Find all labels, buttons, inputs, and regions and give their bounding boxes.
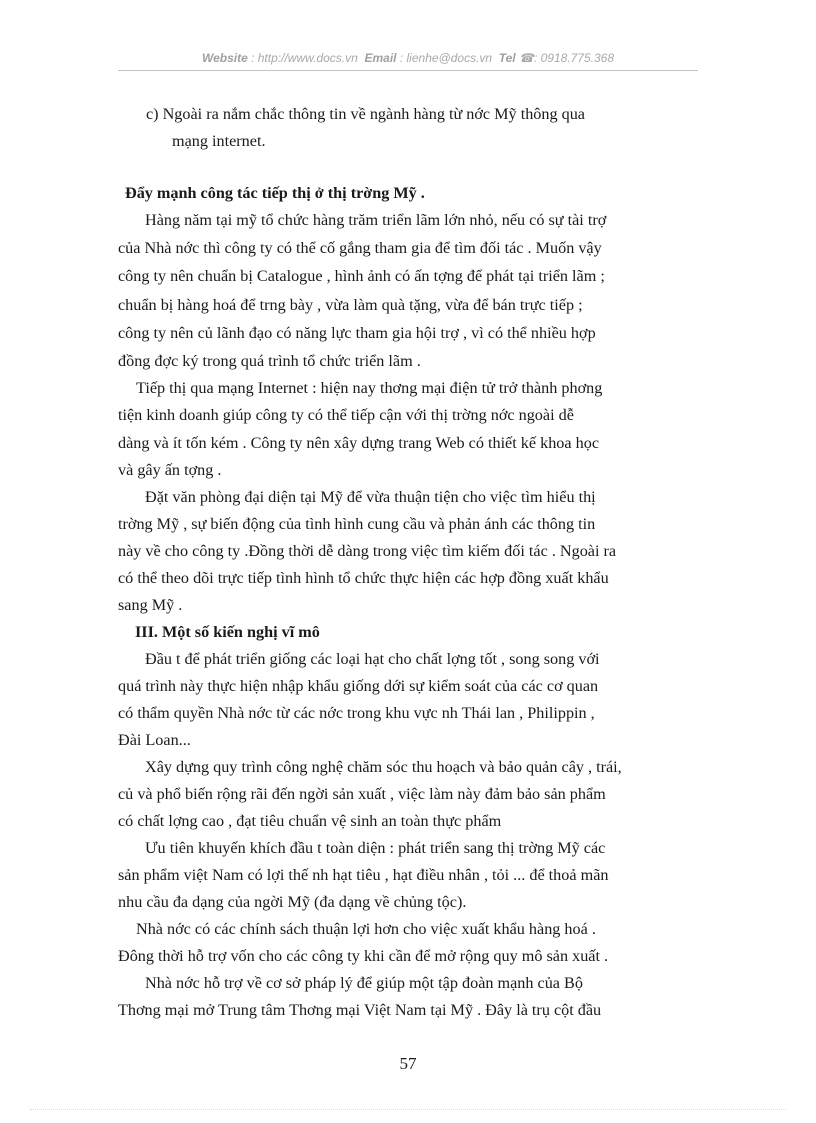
text-line: có thể theo dõi trực tiếp tình hình tổ chức thực hiện các hợp đồng xuất khẩu [118,569,609,587]
text-line: có thẩm quyền Nhà nớc từ các nớc trong khu vực nh Thái lan , Philippin , [118,704,595,722]
text-line: Đầu t để phát triển giống các loại hạt cho chất lợng tốt , song song với [145,650,600,668]
text-line: Thơng mại mở Trung tâm Thơng mại Việt Nam tại Mỹ . Đây là trụ cột đầu [118,1001,602,1019]
footer-divider [30,1109,786,1110]
text-line: Đặt văn phòng đại diện tại Mỹ để vừa thuận tiện cho việc tìm hiểu thị [145,488,596,506]
phone-icon: ☎ [519,51,534,65]
text-line: nhu cầu đa dạng của ngời Mỹ (đa dạng về chủng tộc). [118,893,467,911]
section-heading: III. Một số kiến nghị vĩ mô [135,623,320,641]
page-number: 57 [399,1054,417,1073]
text-line: có chất lợng cao , đạt tiêu chuẩn vệ sinh an toàn thực phẩm [118,812,502,830]
text-line: dàng và ít tốn kém . Công ty nên xây dựng trang Web có thiết kế khoa học [118,434,599,452]
text-line: quá trình này thực hiện nhập khẩu giống dới sự kiểm soát của các cơ quan [118,677,599,695]
website-label: Website [201,51,248,65]
text-line: Hàng năm tại mỹ tổ chức hàng trăm triển lãm lớn nhỏ, nếu có sự tài trợ [145,211,607,229]
email-value: : lienhe@docs.vn [399,51,493,65]
text-line: c) Ngoài ra nắm chắc thông tin về ngành hàng từ nớc Mỹ thông qua [146,105,585,123]
text-line: chuẩn bị hàng hoá để trng bày , vừa làm quà tặng, vừa để bán trực tiếp ; [118,296,583,314]
text-line: này về cho công ty .Đồng thời dễ dàng trong việc tìm kiếm đối tác . Ngoài ra [118,542,617,560]
section-heading: Đẩy mạnh công tác tiếp thị ở thị trờng Mỹ . [125,184,425,202]
text-line: Xây dựng quy trình công nghệ chăm sóc thu hoạch và bảo quản cây , trái, [145,758,622,776]
page-header [118,51,698,65]
text-line: Đông thời hỗ trợ vốn cho các công ty khi cần để mở rộng quy mô sản xuất . [118,947,609,965]
text-line: Nhà nớc có các chính sách thuận lợi hơn cho việc xuất khẩu hàng hoá . [136,920,596,938]
text-line: mạng internet. [172,132,266,150]
text-line: đồng đợc ký trong quá trình tổ chức triển lãm . [118,352,421,370]
text-line: trờng Mỹ , sự biến động của tình hình cung cầu và phản ánh các thông tin [118,515,596,533]
text-line: tiện kinh doanh giúp công ty có thể tiếp cận với thị trờng nớc ngoài dễ [118,406,574,424]
text-line: Đài Loan... [118,731,191,749]
tel-label: Tel [498,51,516,65]
text-line: Tiếp thị qua mạng Internet : hiện nay thơng mại điện tử trở thành phơng [136,379,603,397]
text-line: Nhà nớc hỗ trợ về cơ sở pháp lý để giúp một tập đoàn mạnh của Bộ [145,974,583,992]
text-line: công ty nên củ lãnh đạo có năng lực tham gia hội trợ , vì có thể nhiều hợp [118,324,596,342]
text-line: của Nhà nớc thì công ty có thể cố gắng tham gia để tìm đối tác . Muốn vậy [118,239,602,257]
text-line: sang Mỹ . [118,596,183,614]
text-line: và gây ấn tợng . [118,461,222,479]
header-divider [118,70,698,71]
tel-value: : 0918.775.368 [533,51,615,65]
email-label: Email [364,51,397,65]
text-line: củ và phổ biến rộng rãi đến ngời sản xuất , việc làm này đảm bảo sản phẩm [118,785,606,803]
text-line: Ưu tiên khuyến khích đầu t toàn diện : phát triển sang thị trờng Mỹ các [145,839,606,857]
text-line: sản phẩm việt Nam có lợi thế nh hạt tiêu , hạt điều nhân , tỏi ... để thoả mãn [118,866,609,884]
website-value: : http://www.docs.vn [251,51,358,65]
text-line: công ty nên chuẩn bị Catalogue , hình ảnh có ấn tợng để phát tại triển lãm ; [118,267,605,285]
